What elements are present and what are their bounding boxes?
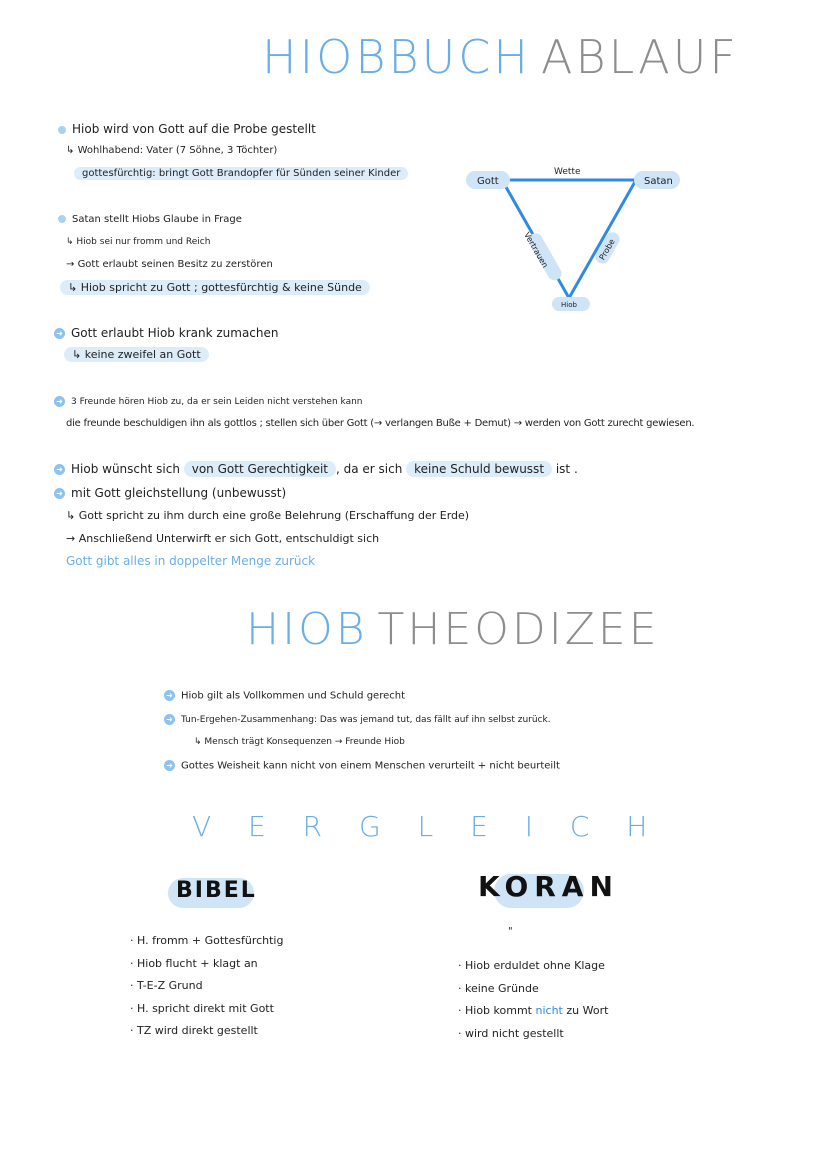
bibel-list <box>130 930 283 1043</box>
hiob-label: Hiob <box>561 301 577 309</box>
ablauf-item-6 <box>54 486 286 500</box>
circle-arrow-icon: ➜ <box>54 396 65 407</box>
arrow-icon: → <box>66 532 79 545</box>
koran-list <box>458 955 608 1045</box>
koran-ditto: " <box>508 926 513 937</box>
list-item: · H. spricht direkt mit Gott <box>130 1001 274 1015</box>
list-item: · TZ wird direkt gestellt <box>130 1024 258 1037</box>
triangle-diagram <box>460 158 690 318</box>
list-item: · T-E-Z Grund <box>130 979 203 992</box>
title-hiob-theodizee <box>246 604 660 655</box>
koran-item-text: Hiob erduldet ohne Klage <box>465 959 605 972</box>
title-part-blue: HIOBBUCH <box>262 30 531 84</box>
ablauf-item-1-sub <box>66 145 277 156</box>
koran-item-text: Hiob kommt <box>465 1004 536 1017</box>
title-part-blue: HIOB <box>246 604 368 655</box>
return-arrow-icon: ↳ <box>194 737 205 747</box>
title-part-grey: THEODIZEE <box>377 604 660 655</box>
return-arrow-icon: ↳ <box>66 509 79 522</box>
theodizee-item-2-sub <box>194 737 405 747</box>
ablauf-item-6-blue-note: Gott gibt alles in doppelter Menge zurück <box>66 554 316 568</box>
list-item: · H. fromm + Gottesfürchtig <box>130 934 284 947</box>
bibel-item-text: TZ wird direkt gestellt <box>137 1024 258 1037</box>
gott-label: Gott <box>477 176 499 187</box>
ablauf-item-3-highlight-text: keine zweifel an Gott <box>84 348 201 361</box>
title-vergleich: V E R G L E I C H <box>192 810 662 843</box>
bullet-icon <box>58 215 66 223</box>
ablauf-item-2-sub-1 <box>66 237 210 247</box>
koran-item-text: zu Wort <box>562 1004 609 1017</box>
ablauf-item-4 <box>54 396 363 407</box>
ablauf-item-2-sub-1-text: Hiob sei nur fromm und Reich <box>76 237 211 247</box>
koran-item-blue-word: nicht <box>535 1004 563 1017</box>
ablauf-item-5 <box>54 462 578 476</box>
ablauf-item-6-sub-2-text: Anschließend Unterwirft er sich Gott, entschuldigt sich <box>78 532 380 545</box>
bullet-icon <box>58 126 66 134</box>
vertrauen-label: Vertrauen <box>522 230 550 270</box>
theodizee-item-2-sub-text: Mensch trägt Konsequenzen → Freunde Hiob <box>204 737 405 747</box>
ablauf-item-4-text: 3 Freunde hören Hiob zu, da er sein Leiden nicht verstehen kann <box>71 397 363 407</box>
list-item: · Hiob flucht + klagt an <box>130 956 258 970</box>
return-arrow-icon: ↳ <box>66 237 77 247</box>
koran-heading: KORAN <box>478 870 619 903</box>
ablauf-item-5-text-pre: Hiob wünscht sich <box>71 462 184 476</box>
theodizee-item-2-text: Tun-Ergehen-Zusammenhang: Das was jemand tut, das fällt auf ihn selbst zurück. <box>181 715 551 725</box>
ablauf-item-6-sub-1-text: Gott spricht zu ihm durch eine große Belehrung (Erschaffung der Erde) <box>78 509 470 522</box>
title-hiobbuch-ablauf <box>262 30 739 84</box>
circle-arrow-icon: ➜ <box>164 690 175 701</box>
circle-arrow-icon: ➜ <box>54 488 65 499</box>
theodizee-item-2 <box>164 714 551 725</box>
bibel-item-text: Hiob flucht + klagt an <box>137 956 258 970</box>
theodizee-item-1-text: Hiob gilt als Vollkommen und Schuld gerecht <box>181 690 406 702</box>
circle-arrow-icon: ➜ <box>164 714 175 725</box>
ablauf-item-4-sub-text: die freunde beschuldigen ihn als gottlos ; stellen sich über Gott (→ verlangen Buße + Demut) → werden von Gott zurecht gewiesen. <box>66 418 695 429</box>
double-return-arrow-icon: ↳ <box>68 281 81 294</box>
list-item: · Hiob erduldet ohne Klage <box>458 959 605 972</box>
ablauf-item-6-text: mit Gott gleichstellung (unbewusst) <box>71 486 287 500</box>
wette-label: Wette <box>554 167 581 177</box>
theodizee-item-1 <box>164 690 405 702</box>
list-item: · keine Gründe <box>458 981 539 995</box>
ablauf-item-1-sub-text: Wohlhabend: Vater (7 Söhne, 3 Töchter) <box>77 145 278 156</box>
circle-arrow-icon: ➜ <box>54 328 65 339</box>
double-return-arrow-icon: ↳ <box>72 348 85 361</box>
return-arrow-icon: ↳ <box>66 145 78 156</box>
theodizee-item-3 <box>164 760 560 772</box>
ablauf-item-3 <box>54 326 279 340</box>
circle-arrow-icon: ➜ <box>164 760 175 771</box>
ablauf-item-3-text: Gott erlaubt Hiob krank zumachen <box>71 326 279 340</box>
bibel-heading: BIBEL <box>176 878 257 903</box>
ablauf-item-2-text: Satan stellt Hiobs Glaube in Frage <box>72 214 242 225</box>
ablauf-item-4-sub <box>66 418 694 429</box>
ablauf-item-2-highlight <box>60 280 370 295</box>
ablauf-item-2-sub-2-text: Gott erlaubt seinen Besitz zu zerstören <box>77 259 273 270</box>
ablauf-item-5-highlight-1: von Gott Gerechtigkeit <box>184 461 336 477</box>
list-item: · wird nicht gestellt <box>458 1026 564 1040</box>
ablauf-item-5-highlight-2: keine Schuld bewusst <box>406 461 552 477</box>
ablauf-item-6-sub-2 <box>66 532 379 545</box>
bibel-item-text: H. spricht direkt mit Gott <box>137 1001 274 1015</box>
ablauf-item-2-highlight-text: Hiob spricht zu Gott ; gottesfürchtig & keine Sünde <box>80 281 362 294</box>
ablauf-item-1 <box>58 122 316 136</box>
theodizee-item-3-text: Gottes Weisheit kann nicht von einem Menschen verurteilt + nicht beurteilt <box>181 760 560 772</box>
koran-item-text: keine Gründe <box>465 981 539 995</box>
ablauf-item-1-text: Hiob wird von Gott auf die Probe gestellt <box>72 122 316 136</box>
satan-label: Satan <box>644 176 673 187</box>
bibel-item-text: T-E-Z Grund <box>137 979 203 992</box>
ablauf-item-1-highlight: gottesfürchtig: bringt Gott Brandopfer für Sünden seiner Kinder <box>74 167 408 180</box>
bibel-item-text: H. fromm + Gottesfürchtig <box>137 934 284 947</box>
circle-arrow-icon: ➜ <box>54 464 65 475</box>
koran-item-text: wird nicht gestellt <box>465 1026 564 1040</box>
probe-label: Probe <box>597 237 617 262</box>
ablauf-item-3-highlight <box>64 347 209 362</box>
ablauf-item-6-sub-1 <box>66 509 469 522</box>
list-item: · Hiob kommt nicht zu Wort <box>458 1004 609 1017</box>
arrow-icon: → <box>66 259 78 270</box>
title-part-grey: ABLAUF <box>540 30 739 84</box>
ablauf-item-2 <box>58 214 242 225</box>
ablauf-item-5-text-post: ist . <box>552 462 578 476</box>
ablauf-item-2-sub-2 <box>66 259 273 270</box>
ablauf-item-5-text-mid: , da er sich <box>336 462 407 476</box>
